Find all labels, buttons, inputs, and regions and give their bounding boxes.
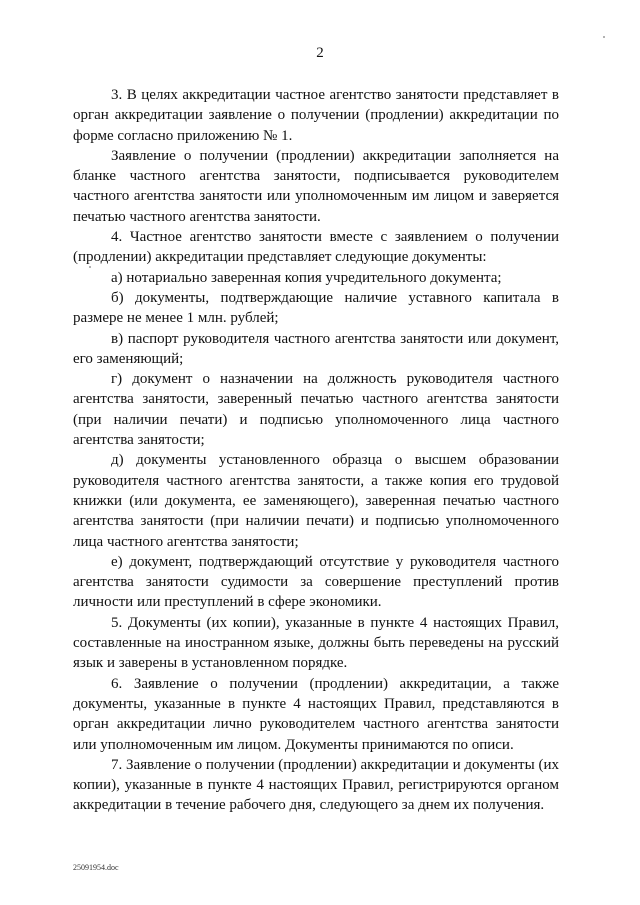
scan-speck	[603, 36, 605, 38]
paragraph-5: 5. Документы (их копии), указанные в пункте 4 настоящих Правил, составленные на иностранном языке, должны быть переведены на русский язык и заверены в установленном порядке.	[73, 614, 559, 672]
scan-speck	[89, 266, 91, 268]
page-number: 2	[316, 45, 324, 61]
paragraph-3-application-form: Заявление о получении (продлении) аккредитации заполняется на бланке частного агентства занятости, подписывается руководителем частного агентства занятости или уполномоченным им лицом и заверяется печатью частного агентства занятости.	[73, 147, 559, 225]
paragraph-3: 3. В целях аккредитации частное агентство занятости представляет в орган аккредитации заявление о получении (продлении) аккредитации по форме согласно приложению № 1.	[73, 87, 559, 144]
paragraph-4: 4. Частное агентство занятости вместе с заявлением о получении (продлении) аккредитации представляет следующие документы:	[73, 229, 559, 266]
file-name-footer: 25091954.doc	[73, 863, 119, 872]
list-item-v: в) паспорт руководителя частного агентства занятости или документ, его заменяющий;	[73, 330, 559, 367]
list-item-a: а) нотариально заверенная копия учредительного документа;	[111, 269, 502, 286]
document-body	[73, 85, 559, 816]
list-item-b: б) документы, подтверждающие наличие уставного капитала в размере не менее 1 млн. рублей;	[73, 289, 559, 327]
list-item-g: г) документ о назначении на должность руководителя частного агентства занятости, заверенный печатью частного агентства занятости (при наличии печати) и подписью уполномоченного лица частного агентства занятости;	[73, 371, 559, 449]
list-item-d: д) документы установленного образца о высшем образовании руководителя частного агентства занятости, а также копия его трудовой книжки (или документа, ее заменяющего), заверенная печатью частного агентства занятости (при наличии печати) и подписью уполномоченного лица частного агентства занятости;	[73, 452, 559, 550]
paragraph-7: 7. Заявление о получении (продлении) аккредитации и документы (их копии), указанные в пункте 4 настоящих Правил, регистрируются органом аккредитации в течение рабочего дня, следующего за днем их получения.	[73, 756, 559, 814]
list-item-e: е) документ, подтверждающий отсутствие у руководителя частного агентства занятости судимости за совершение преступлений против личности или преступлений в сфере экономики.	[73, 553, 559, 611]
paragraph-6: 6. Заявление о получении (продлении) аккредитации, а также документы, указанные в пункте 4 настоящих Правил, представляются в орган аккредитации лично руководителем частного агентства занятости или уполномоченным им лицом. Документы принимаются по описи.	[73, 675, 559, 753]
